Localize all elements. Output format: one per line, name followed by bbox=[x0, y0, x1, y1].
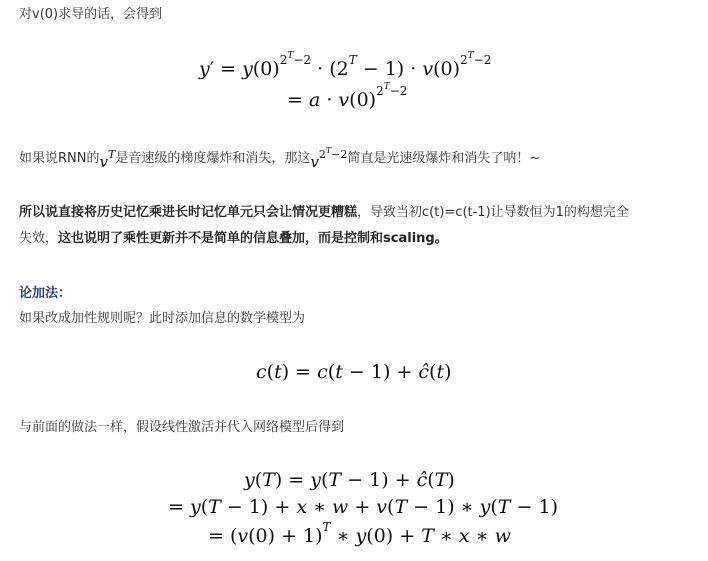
section-heading: 论加法： bbox=[19, 286, 72, 301]
equation-output-line3: = $(v(0) + 1)^T$ ∗ y(0) + T ∗ x ∗ w bbox=[208, 520, 511, 547]
equation-additive-cell: c(t) = c(t − 1) + ĉ(t) bbox=[256, 361, 452, 383]
equation-output-line1: y(T) = y(T − 1) + ĉ(T) bbox=[244, 469, 455, 491]
equation-output-line2: = y(T − 1) + x ∗ w + v(T − 1) ∗ y(T − 1) bbox=[168, 496, 558, 518]
equation-derivative-line1: $y' = y(0)^{2^T-2} \cdot (2^T - 1) \cdot v(0)^{2^T-2}$ bbox=[199, 51, 492, 80]
conclusion-line2: 失效，这也说明了乘性更新并不是简单的信息叠加，而是控制和scaling。 bbox=[19, 231, 448, 246]
conclusion-line1: 所以说直接将历史记忆乘进长时记忆单元只会让情况更糟糕，导致当初c(t)=c(t-1)让导数恒为1的构想完全 bbox=[19, 205, 629, 220]
inline-math-vT: $v^T$ bbox=[99, 148, 116, 171]
rnn-comparison-text: 如果说RNN的$v^T$是音速级的梯度爆炸和消失，那这$v^{2^T-2}$简直是光速级爆炸和消失了呐！~ bbox=[19, 146, 541, 171]
additive-intro-text: 如果改成加性规则呢？此时添加信息的数学模型为 bbox=[19, 311, 306, 326]
inline-math-v-2T: $v^{2^T-2}$ bbox=[310, 146, 348, 171]
substitution-text: 与前面的做法一样，假设线性激活并代入网络模型后得到 bbox=[19, 420, 345, 435]
equation-derivative-line2: = $a \cdot v(0)^{2^T-2}$ bbox=[287, 82, 408, 111]
intro-text: 对v(0)求导的话，会得到 bbox=[19, 7, 163, 22]
